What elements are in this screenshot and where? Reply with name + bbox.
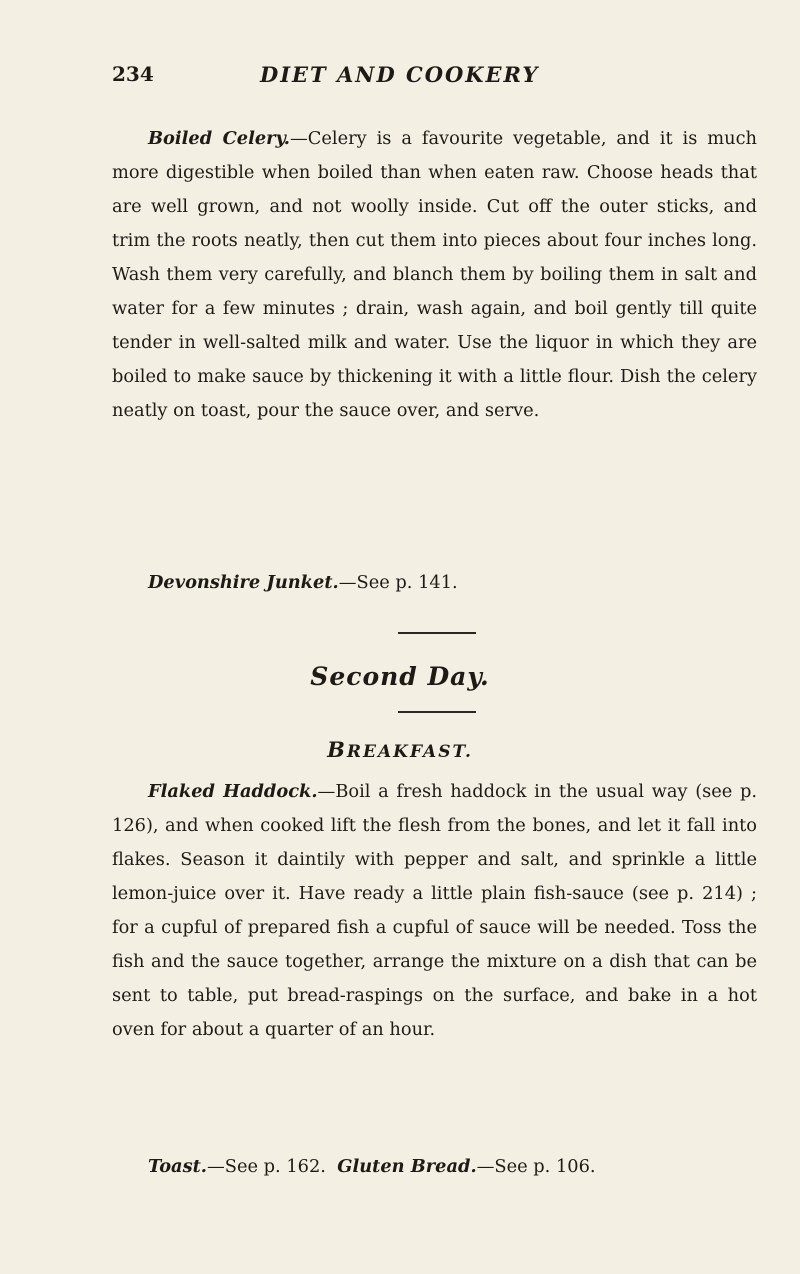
recipe-toast-gluten-bread	[112, 1150, 757, 1184]
recipe-text: —See p. 162.	[207, 1156, 326, 1177]
subsection-initial: B	[327, 737, 347, 762]
recipe-title: Gluten Bread.	[337, 1156, 477, 1177]
recipe-title: Boiled Celery.	[148, 128, 290, 149]
page-number: 234	[112, 62, 154, 86]
recipe-devonshire-junket	[112, 566, 757, 600]
recipe-text: —See p. 106.	[476, 1156, 596, 1177]
section-title: Second Day.	[310, 662, 490, 691]
paragraph	[112, 775, 757, 1047]
running-head: DIET AND COOKERY	[260, 62, 540, 87]
recipe-text: —Boil a fresh haddock in the usual way (see p. 126), and when cooked lift the flesh from the bones, and let it fall into flakes. Season it daintily with pepper and salt, and sprinkle a little lemon-juice over it. Have ready a little plain fish-sauce (see p. 214) ; for a cupful of prepared fish a cupful of sauce will be needed. Toss the fish and the sauce together, arrange the mixture on a dish that can be sent to table, put bread-raspings on the surface, and bake in a hot oven for about a quarter of an hour.	[112, 781, 757, 1040]
recipe-boiled-celery	[112, 122, 757, 428]
paragraph	[112, 122, 757, 428]
subsection-heading	[0, 737, 800, 762]
recipe-text: —See p. 141.	[338, 572, 458, 593]
divider-rule	[398, 632, 476, 634]
recipe-text: —Celery is a favourite vegetable, and it is much more digestible when boiled than when eaten raw. Choose heads that are well grown, and not woolly inside. Cut off the outer sticks, and trim the roots neatly, then cut them into pieces about four inches long. Wash them very carefully, and blanch them by boiling them in salt and water for a few minutes ; drain, wash again, and boil gently till quite tender in well-salted milk and water. Use the liquor in which they are boiled to make sauce by thickening it with a little flour. Dish the celery neatly on toast, pour the sauce over, and serve.	[112, 128, 757, 421]
recipe-flaked-haddock	[112, 775, 757, 1047]
subsection-rest: REAKFAST.	[346, 742, 473, 762]
paragraph	[112, 1150, 757, 1184]
divider-rule	[398, 711, 476, 713]
recipe-title: Devonshire Junket.	[148, 572, 339, 593]
recipe-title: Flaked Haddock.	[148, 781, 318, 802]
paragraph	[112, 566, 757, 600]
recipe-title: Toast.	[148, 1156, 207, 1177]
page-header	[112, 62, 752, 92]
